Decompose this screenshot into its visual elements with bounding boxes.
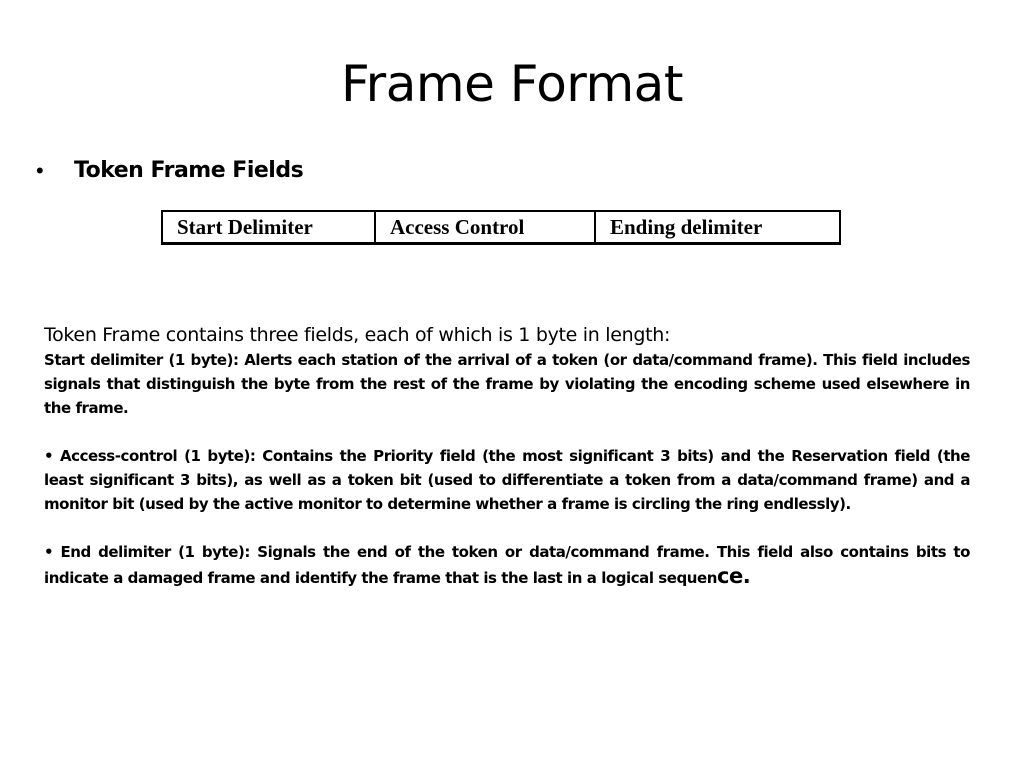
paragraph-spacer — [44, 420, 970, 444]
bullet-heading-row — [36, 155, 303, 187]
slide-title: Frame Format — [341, 55, 683, 113]
start-delimiter-cell: Start Delimiter — [162, 211, 375, 244]
start-delimiter-paragraph: Start delimiter (1 byte): Alerts each station of the arrival of a token (or data/command frame). This field includes signals that distinguish the byte from the rest of the frame by violating the encoding scheme used elsewhere in the frame. — [44, 351, 970, 417]
paragraph-spacer — [44, 516, 970, 540]
end-delimiter-paragraph — [44, 540, 970, 590]
bullet-heading: Token Frame Fields — [74, 158, 304, 183]
ending-delimiter-cell: Ending delimiter — [595, 211, 840, 244]
token-frame-row — [162, 211, 840, 244]
access-control-paragraph: • Access-control (1 byte): Contains the Priority field (the most significant 3 bits) and the Reservation field (the least significant 3 bits), as well as a token bit (used to differentiate a token from a data/command frame) and a monitor bit (used by the active monitor to determine whether a frame is circling the ring endlessly). — [44, 447, 970, 513]
token-frame-table — [161, 210, 841, 245]
end-delimiter-tail: ce. — [716, 564, 751, 588]
access-control-cell: Access Control — [375, 211, 595, 244]
intro-line: Token Frame contains three fields, each of which is 1 byte in length: — [44, 324, 671, 346]
body-text-block — [44, 322, 970, 590]
end-delimiter-text: • End delimiter (1 byte): Signals the end of the token or data/command frame. This field also contains bits to indicate a damaged frame and identify the frame that is the last in a logical sequen — [44, 543, 970, 587]
bullet-dot: • — [36, 158, 44, 183]
